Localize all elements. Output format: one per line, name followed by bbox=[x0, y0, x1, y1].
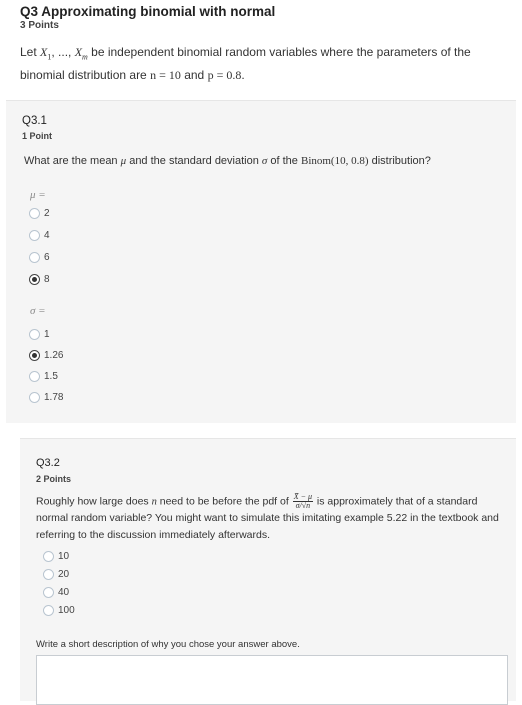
intro-text: and bbox=[180, 68, 208, 83]
n-option[interactable] bbox=[43, 603, 75, 617]
question-intro bbox=[20, 43, 516, 84]
question-header bbox=[20, 4, 516, 31]
sigma-label: σ = bbox=[30, 305, 46, 317]
mu-symbol: μ bbox=[120, 155, 127, 167]
prompt-text: is approximately that of a standard normal random variable? You might want to simulate this imitating example 5.22 in the textbook and referring to the discussion immediately afterwards. bbox=[36, 495, 499, 542]
fraction-denominator: σ/√n bbox=[295, 501, 311, 510]
intro-sub: 1 bbox=[47, 52, 52, 62]
option-label: 40 bbox=[58, 586, 70, 598]
radio-button[interactable] bbox=[43, 551, 54, 562]
option-label: 1.26 bbox=[44, 349, 64, 361]
subquestion-title: Q3.1 bbox=[22, 115, 47, 127]
explanation-textarea[interactable] bbox=[36, 655, 508, 705]
option-label: 4 bbox=[44, 229, 50, 241]
prompt-text: of the bbox=[267, 155, 301, 167]
standardized-fraction bbox=[293, 493, 313, 510]
intro-sub: m bbox=[82, 52, 88, 62]
option-label: 20 bbox=[58, 568, 70, 580]
prompt-text: distribution? bbox=[368, 155, 431, 167]
sigma-option[interactable] bbox=[29, 327, 50, 341]
sigma-option[interactable] bbox=[29, 369, 58, 383]
n-var: n bbox=[151, 496, 157, 508]
radio-button[interactable] bbox=[29, 371, 40, 382]
radio-button[interactable] bbox=[29, 350, 40, 361]
explanation-prompt: Write a short description of why you chose your answer above. bbox=[36, 639, 300, 650]
subquestion-q3-2 bbox=[20, 438, 516, 701]
intro-text: . bbox=[241, 68, 245, 83]
intro-p: p = 0.8 bbox=[207, 68, 242, 83]
prompt-text: need to be before the pdf of bbox=[156, 495, 292, 508]
intro-n: n = 10 bbox=[150, 68, 181, 83]
subquestion-prompt bbox=[36, 493, 510, 544]
intro-var: X bbox=[40, 45, 48, 59]
option-label: 1.78 bbox=[44, 391, 64, 403]
fraction-numerator: X̄ − μ bbox=[293, 492, 312, 501]
question-title: Q3 Approximating binomial with normal bbox=[20, 4, 276, 19]
subquestion-q3-1 bbox=[6, 100, 516, 423]
radio-button[interactable] bbox=[29, 329, 40, 340]
prompt-text: and the standard deviation bbox=[126, 155, 262, 167]
intro-text: be independent binomial random variables where the parameters of the binomial distribution are bbox=[20, 45, 471, 83]
intro-text: , ..., bbox=[51, 45, 75, 59]
intro-text: Let bbox=[20, 45, 41, 59]
mu-option[interactable] bbox=[29, 206, 50, 220]
intro-var: X bbox=[74, 45, 83, 59]
subquestion-prompt bbox=[24, 155, 431, 167]
option-label: 10 bbox=[58, 550, 70, 562]
mu-option[interactable] bbox=[29, 250, 50, 264]
option-label: 100 bbox=[58, 604, 75, 616]
option-label: 1 bbox=[44, 328, 50, 340]
sigma-option[interactable] bbox=[29, 348, 63, 362]
mu-option[interactable] bbox=[29, 272, 50, 286]
prompt-text: What are the mean bbox=[24, 155, 121, 167]
prompt-text: Roughly how large does bbox=[36, 495, 152, 508]
radio-button[interactable] bbox=[29, 274, 40, 285]
option-label: 8 bbox=[44, 273, 50, 285]
subquestion-points: 1 Point bbox=[22, 131, 53, 141]
radio-button[interactable] bbox=[29, 252, 40, 263]
subquestion-points: 2 Points bbox=[36, 474, 72, 484]
subquestion-title: Q3.2 bbox=[36, 457, 60, 469]
n-option[interactable] bbox=[43, 585, 69, 599]
sigma-option[interactable] bbox=[29, 390, 63, 404]
mu-option[interactable] bbox=[29, 228, 50, 242]
radio-button[interactable] bbox=[29, 392, 40, 403]
option-label: 6 bbox=[44, 251, 50, 263]
radio-button[interactable] bbox=[29, 230, 40, 241]
radio-button[interactable] bbox=[43, 587, 54, 598]
option-label: 2 bbox=[44, 207, 50, 219]
n-option[interactable] bbox=[43, 549, 69, 563]
radio-button[interactable] bbox=[29, 208, 40, 219]
radio-button[interactable] bbox=[43, 605, 54, 616]
binom-expression: Binom(10, 0.8) bbox=[300, 155, 369, 167]
radio-button[interactable] bbox=[43, 569, 54, 580]
question-points: 3 Points bbox=[20, 20, 59, 31]
sigma-symbol: σ bbox=[261, 155, 268, 167]
option-label: 1.5 bbox=[44, 370, 58, 382]
n-option[interactable] bbox=[43, 567, 69, 581]
mu-label: μ = bbox=[30, 189, 46, 201]
